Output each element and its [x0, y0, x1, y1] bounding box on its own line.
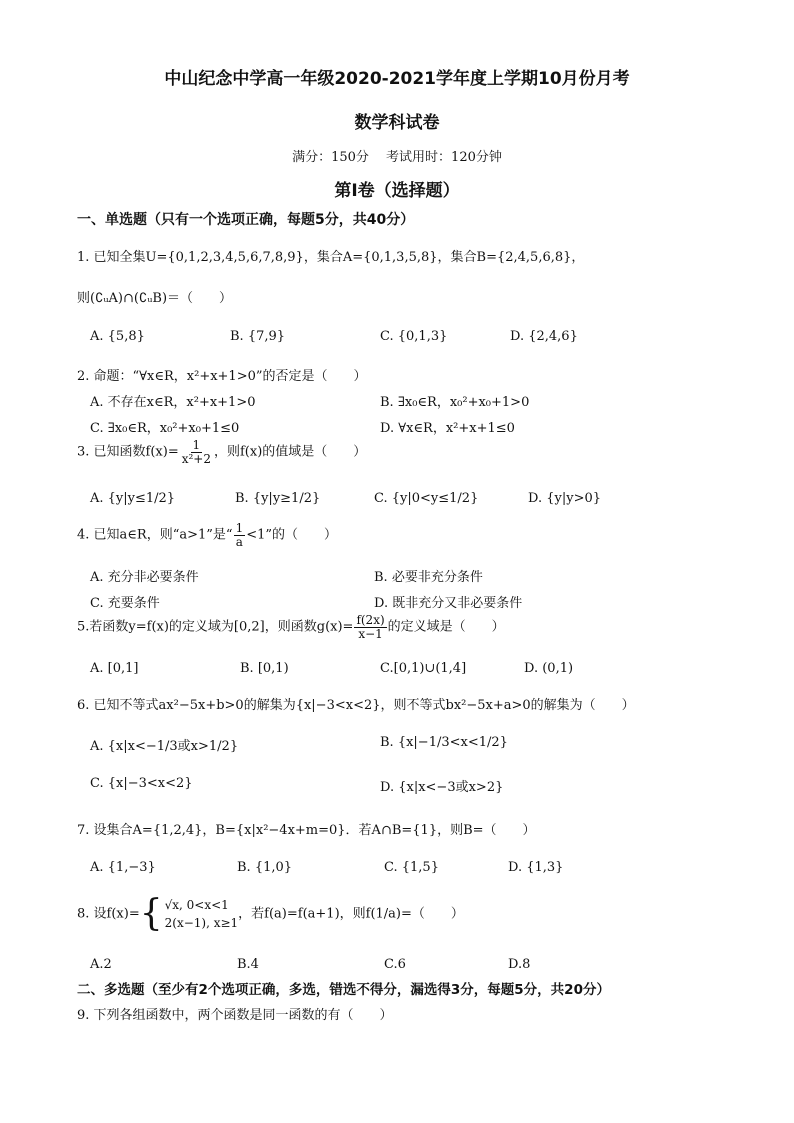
q5-stem — [77, 614, 505, 640]
q1-line2: 则(∁ᵤA)∩(∁ᵤB)＝（ ） — [77, 291, 233, 306]
q3-stem-post: ，则f(x)的值域是（ ） — [214, 444, 367, 460]
q4-option-a: A. 充分非必要条件 — [90, 570, 199, 585]
q8-option-a: A.2 — [90, 957, 112, 972]
exam-info: 满分：150分 考试用时：120分钟 — [292, 150, 502, 165]
q4-option-c: C. 充要条件 — [90, 596, 160, 611]
q7-option-b: B. {1,0} — [237, 860, 293, 875]
q8-piecewise — [139, 893, 239, 934]
q5-stem-post: 的定义域是（ ） — [387, 619, 505, 635]
q8-stem — [77, 893, 464, 934]
q1-option-b: B. {7,9} — [230, 329, 286, 344]
q4-stem-post: <1”的（ ） — [246, 527, 338, 543]
q7-stem: 7. 设集合A={1,2,4}，B={x|x²−4x+m=0}．若A∩B={1}，则B=（ ） — [77, 823, 536, 838]
q6-option-d: D. {x|x<−3或x>2} — [380, 780, 504, 795]
q3-frac-num: 1 — [192, 438, 201, 452]
q8-option-c: C.6 — [384, 957, 406, 972]
q3-stem — [77, 439, 366, 465]
q9-stem: 9. 下列各组函数中，两个函数是同一函数的有（ ） — [77, 1008, 393, 1023]
q2-option-c: C. ∃x₀∈R，x₀²+x₀+1≤0 — [90, 421, 240, 436]
q2-option-d: D. ∀x∈R，x²+x+1≤0 — [380, 421, 515, 436]
exam-title: 中山纪念中学高一年级2020-2021学年度上学期10月份月考 — [164, 69, 630, 89]
q5-option-c: C.[0,1)∪(1,4] — [380, 661, 467, 676]
q6-option-c: C. {x|−3<x<2} — [90, 776, 193, 791]
q5-option-d: D. (0,1) — [524, 661, 574, 676]
q6-option-a: A. {x|x<−1/3或x>1/2} — [90, 739, 239, 754]
q5-option-b: B. [0,1) — [240, 661, 289, 676]
q8-stem-pre: 8. 设f(x)= — [77, 906, 140, 922]
q1-option-c: C. {0,1,3} — [380, 329, 448, 344]
q8-option-b: B.4 — [237, 957, 259, 972]
q4-frac-num: 1 — [235, 521, 244, 535]
q3-frac-den: x²+2 — [181, 451, 211, 466]
q5-frac-den: x−1 — [358, 626, 383, 641]
q4-stem — [77, 522, 337, 548]
q2-option-b: B. ∃x₀∈R，x₀²+x₀+1>0 — [380, 395, 530, 410]
q8-brace-glyph: { — [139, 893, 163, 934]
q5-stem-pre: 5.若函数y=f(x)的定义域为[0,2]，则函数g(x)= — [77, 619, 354, 635]
q1-option-a: A. {5,8} — [90, 329, 145, 344]
q6-stem: 6. 已知不等式ax²−5x+b>0的解集为{x|−3<x<2}，则不等式bx²−5x+a>0的解集为（ ） — [77, 698, 635, 713]
q3-fraction — [180, 439, 213, 465]
q7-option-d: D. {1,3} — [508, 860, 564, 875]
q4-fraction — [234, 522, 246, 548]
q3-stem-pre: 3. 已知函数f(x)= — [77, 444, 179, 460]
q8-stem-post: ，若f(a)=f(a+1)，则f(1/a)=（ ） — [238, 906, 464, 922]
q8-case2: 2(x−1), x≥1 — [164, 916, 239, 930]
q4-option-b: B. 必要非充分条件 — [374, 570, 483, 585]
part-title: 第Ⅰ卷（选择题） — [334, 181, 460, 201]
q4-frac-den: a — [235, 534, 243, 549]
q7-option-a: A. {1,−3} — [90, 860, 156, 875]
q8-option-d: D.8 — [508, 957, 531, 972]
q2-option-a: A. 不存在x∈R，x²+x+1>0 — [90, 395, 256, 410]
q8-cases — [165, 896, 239, 932]
q2-stem: 2. 命题：“∀x∈R，x²+x+1>0”的否定是（ ） — [77, 369, 367, 384]
exam-subtitle: 数学科试卷 — [354, 113, 440, 133]
q5-option-a: A. [0,1] — [90, 661, 139, 676]
q5-frac-num: f(2x) — [356, 613, 385, 627]
section1-title: 一、单选题（只有一个选项正确，每题5分，共40分） — [77, 212, 415, 228]
q7-option-c: C. {1,5} — [384, 860, 439, 875]
q3-option-d: D. {y|y>0} — [528, 491, 601, 506]
q3-option-a: A. {y|y≤1/2} — [90, 491, 176, 506]
q8-case1: √x, 0<x<1 — [164, 898, 229, 912]
q3-option-b: B. {y|y≥1/2} — [235, 491, 321, 506]
q4-option-d: D. 既非充分又非必要条件 — [374, 596, 523, 611]
q4-stem-pre: 4. 已知a∈R，则“a>1”是“ — [77, 527, 233, 543]
q1-line1: 1. 已知全集U={0,1,2,3,4,5,6,7,8,9}，集合A={0,1,3,5,8}，集合B={2,4,5,6,8}， — [77, 250, 585, 265]
q6-option-b: B. {x|−1/3<x<1/2} — [380, 735, 508, 750]
q1-option-d: D. {2,4,6} — [510, 329, 578, 344]
section2-title: 二、多选题（至少有2个选项正确，多选，错选不得分，漏选得3分，每题5分，共20分） — [77, 982, 610, 998]
q3-option-c: C. {y|0<y≤1/2} — [374, 491, 479, 506]
q5-fraction — [354, 614, 386, 640]
